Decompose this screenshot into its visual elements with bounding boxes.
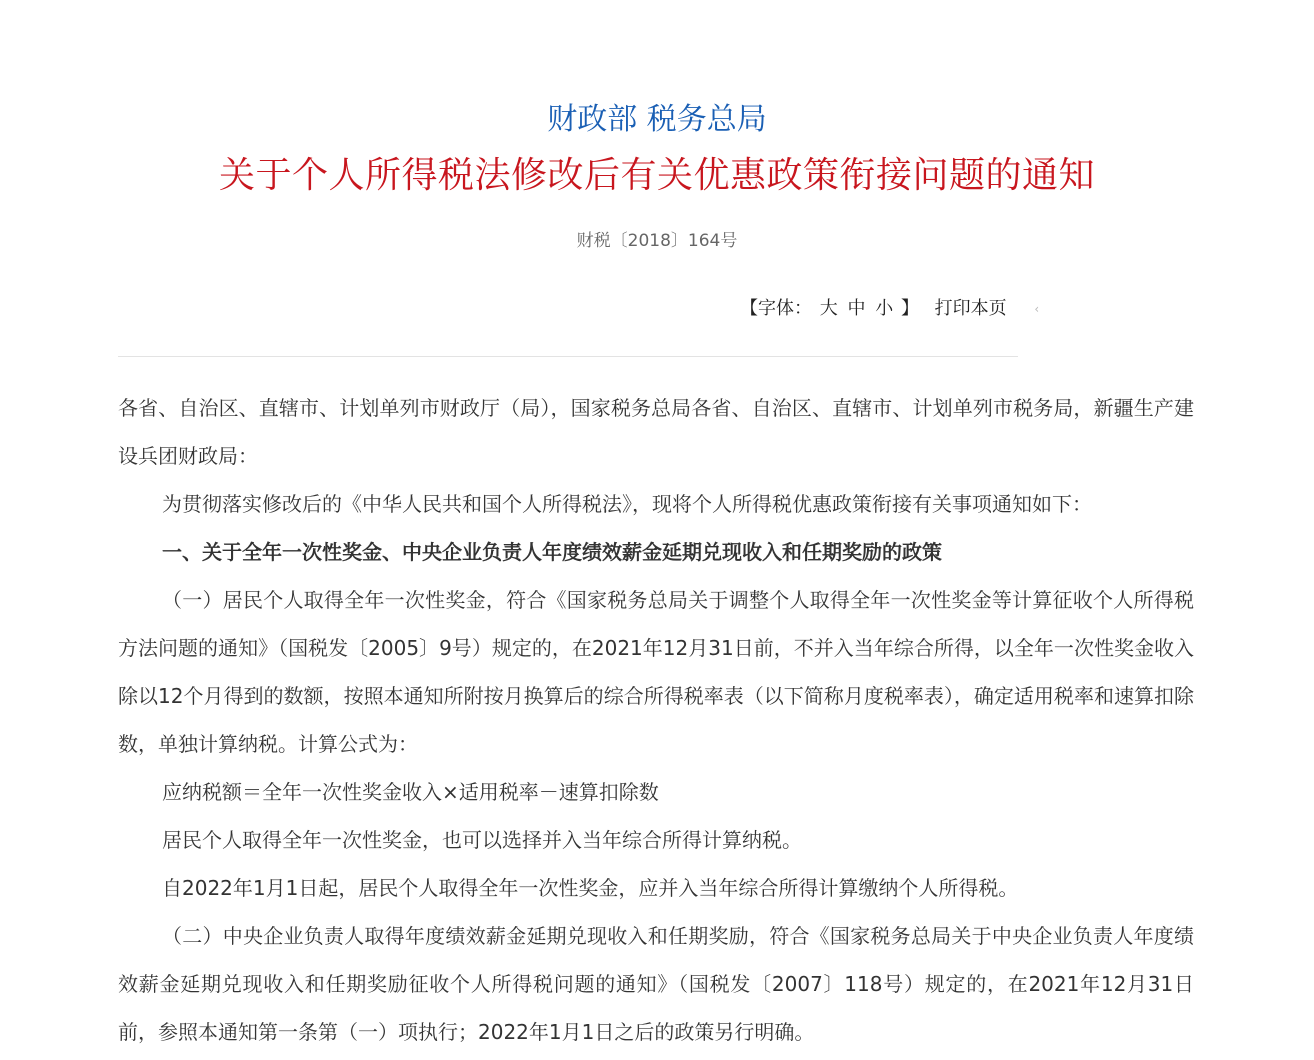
font-size-large-button[interactable]: 大 xyxy=(819,298,838,319)
document-body xyxy=(118,384,1194,1056)
item-paragraph: （二）中央企业负责人取得年度绩效薪金延期兑现收入和任期奖励，符合《国家税务总局关于中央企业负责人年度绩效薪金延期兑现收入和任期奖励征收个人所得税问题的通知》（国税发〔2007〕118号）规定的，在2021年12月31日前，参照本通知第一条第（一）项执行；2022年1月1日之后的政策另行明确。 xyxy=(118,924,1194,1044)
option-paragraph: 居民个人取得全年一次性奖金，也可以选择并入当年综合所得计算纳税。 xyxy=(162,828,802,852)
document-number: 财税〔2018〕164号 xyxy=(576,231,738,251)
share-icon[interactable]: ‹ xyxy=(1034,302,1040,316)
effective-date-paragraph: 自2022年1月1日起，居民个人取得全年一次性奖金，应并入当年综合所得计算缴纳个人所得税。 xyxy=(162,876,1019,900)
issuing-authority: 财政部 税务总局 xyxy=(547,102,767,137)
reading-toolbar xyxy=(740,296,1039,322)
print-page-button[interactable]: 打印本页 xyxy=(934,298,1007,319)
font-size-medium-button[interactable]: 中 xyxy=(847,298,866,319)
header-divider xyxy=(118,356,1018,357)
intro-paragraph: 为贯彻落实修改后的《中华人民共和国个人所得税法》，现将个人所得税优惠政策衔接有关事项通知如下： xyxy=(162,492,1092,516)
section-heading: 一、关于全年一次性奖金、中央企业负责人年度绩效薪金延期兑现收入和任期奖励的政策 xyxy=(162,540,942,564)
formula-paragraph: 应纳税额＝全年一次性奖金收入×适用税率－速算扣除数 xyxy=(162,780,659,804)
page-title: 关于个人所得税法修改后有关优惠政策衔接问题的通知 xyxy=(218,155,1095,196)
salutation-paragraph: 各省、自治区、直辖市、计划单列市财政厅（局），国家税务总局各省、自治区、直辖市、计划单列市税务局，新疆生产建设兵团财政局： xyxy=(118,396,1194,468)
item-paragraph: （一）居民个人取得全年一次性奖金，符合《国家税务总局关于调整个人取得全年一次性奖金等计算征收个人所得税方法问题的通知》（国税发〔2005〕9号）规定的，在2021年12月31日前，不并入当年综合所得，以全年一次性奖金收入除以12个月得到的数额，按照本通知所附按月换算后的综合所得税率表（以下简称月度税率表），确定适用税率和速算扣除数，单独计算纳税。计算公式为： xyxy=(118,588,1194,756)
font-size-label-close: 】 xyxy=(900,298,919,319)
font-size-small-button[interactable]: 小 xyxy=(875,298,894,319)
font-size-label: 【字体： xyxy=(740,298,812,319)
